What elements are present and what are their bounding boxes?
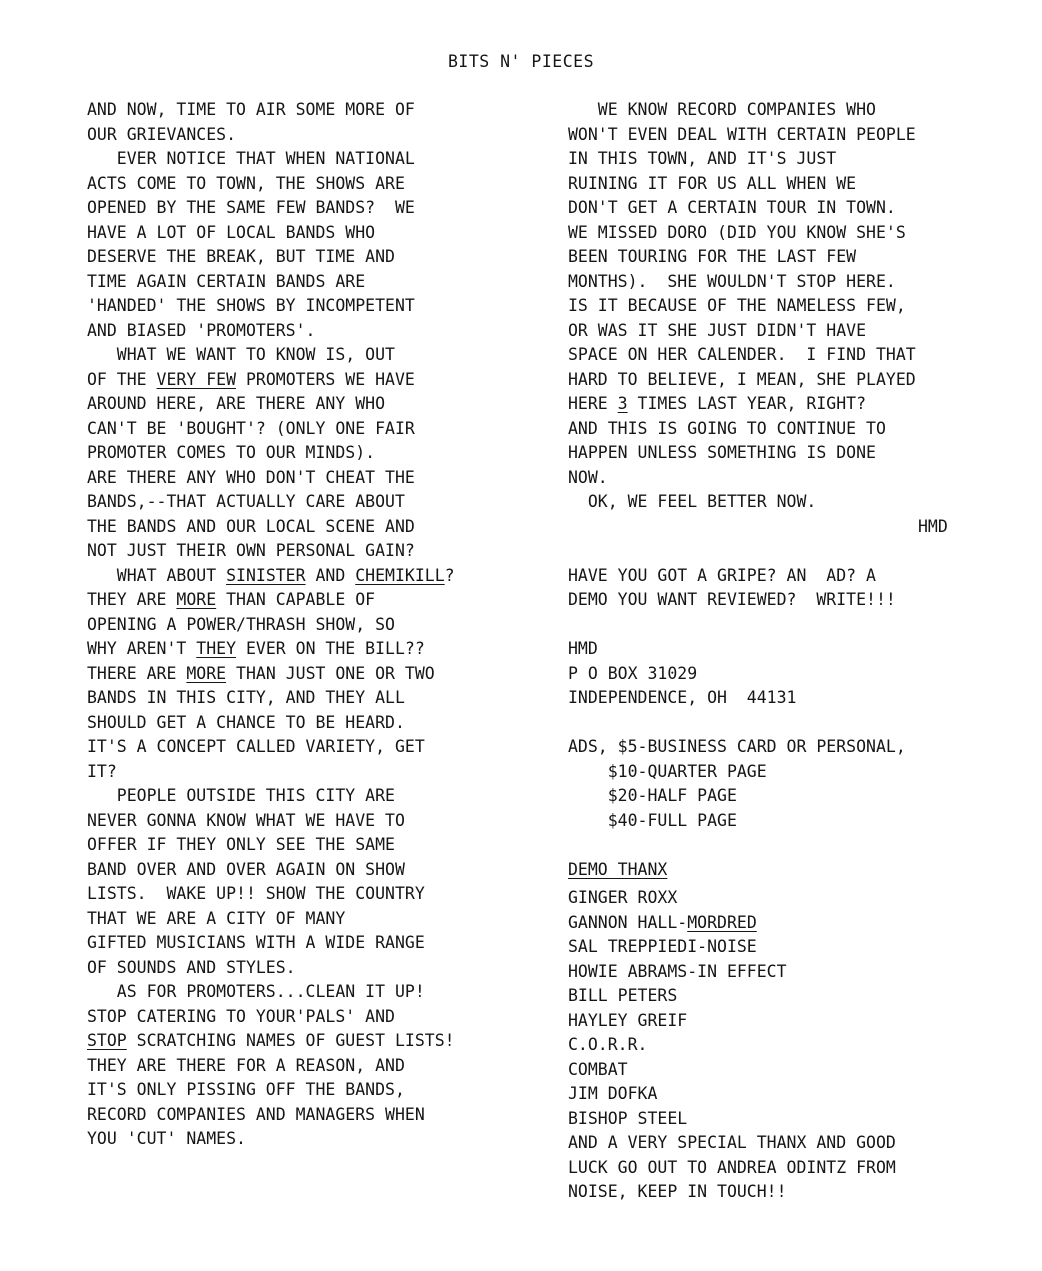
text-line: OR WAS IT SHE JUST DIDN'T HAVE [568, 320, 867, 340]
text-line [87, 1029, 547, 1054]
text-span: WHY AREN'T [87, 639, 197, 658]
text-line: IT'S ONLY PISSING OFF THE BANDS, [87, 1080, 405, 1099]
thanx-line: COMBAT [568, 1059, 628, 1079]
thanx-line: SAL TREPPIEDI-NOISE [568, 937, 757, 956]
text-span: OF THE [87, 369, 157, 389]
text-line [87, 637, 547, 662]
text-span: HERE [568, 394, 618, 413]
text-line: SHOULD GET A CHANCE TO BE HEARD. [87, 712, 405, 732]
ad-rate-line: $20-HALF PAGE [568, 786, 737, 805]
text-line: EVER NOTICE THAT WHEN NATIONAL [87, 149, 415, 168]
text-line: WHAT WE WANT TO KNOW IS, OUT [87, 345, 395, 364]
text-line: ARE THERE ANY WHO DON'T CHEAT THE [87, 467, 415, 487]
text-line: IT? [87, 761, 117, 781]
text-line [568, 392, 1008, 417]
spacer [568, 711, 1008, 736]
text-line [87, 662, 547, 687]
text-line: NOW. [568, 467, 608, 487]
text-line: DESERVE THE BREAK, BUT TIME AND [87, 247, 395, 266]
text-span: PROMOTERS WE HAVE [236, 369, 415, 389]
text-line: GIFTED MUSICIANS WITH A WIDE RANGE [87, 933, 425, 952]
text-span: AND [305, 565, 356, 585]
text-line: WE KNOW RECORD COMPANIES WHO [568, 100, 876, 119]
text-line: TIME AGAIN CERTAIN BANDS ARE [87, 271, 366, 291]
text-line: OUR GRIEVANCES. [87, 124, 237, 144]
page-title: BITS N' PIECES [447, 52, 595, 71]
text-span: GANNON HALL- [568, 912, 688, 932]
text-line: SPACE ON HER CALENDER. I FIND THAT [568, 345, 916, 364]
text-line: AND THIS IS GOING TO CONTINUE TO [568, 418, 886, 438]
text-line: YOU 'CUT' NAMES. [87, 1129, 246, 1148]
text-span: TIMES LAST YEAR, RIGHT? [627, 394, 867, 413]
text-line: AROUND HERE, ARE THERE ANY WHO [87, 394, 386, 413]
text-line: RUINING IT FOR US ALL WHEN WE [568, 173, 857, 193]
text-span: ? [444, 565, 455, 585]
text-line: OF SOUNDS AND STYLES. [87, 957, 296, 977]
text-line: HAPPEN UNLESS SOMETHING IS DONE [568, 443, 876, 462]
spacer [568, 539, 1008, 564]
underlined-text: MORE [176, 590, 217, 609]
text-line: LISTS. WAKE UP!! SHOW THE COUNTRY [87, 884, 425, 903]
thanx-line: HAYLEY GREIF [568, 1010, 688, 1030]
text-line: BANDS,--THAT ACTUALLY CARE ABOUT [87, 492, 405, 511]
text-line: THAT WE ARE A CITY OF MANY [87, 908, 346, 928]
text-span: WHAT ABOUT [87, 565, 227, 585]
underlined-text: MORE [186, 663, 227, 683]
thanx-line: JIM DOFKA [568, 1084, 658, 1103]
text-line: AND NOW, TIME TO AIR SOME MORE OF [87, 100, 415, 119]
text-span: THERE ARE [87, 663, 187, 683]
text-span: THEY ARE [87, 590, 177, 609]
text-line: THEY ARE THERE FOR A REASON, AND [87, 1055, 405, 1075]
text-span: SCRATCHING NAMES OF GUEST LISTS! [126, 1031, 455, 1050]
text-line: HAVE A LOT OF LOCAL BANDS WHO [87, 222, 376, 242]
text-line: IS IT BECAUSE OF THE NAMELESS FEW, [568, 296, 906, 315]
demo-thanx-heading [568, 858, 1008, 883]
text-line: MONTHS). SHE WOULDN'T STOP HERE. [568, 271, 896, 291]
text-line: THE BANDS AND OUR LOCAL SCENE AND [87, 516, 415, 536]
text-line: RECORD COMPANIES AND MANAGERS WHEN [87, 1104, 425, 1124]
text-line: BAND OVER AND OVER AGAIN ON SHOW [87, 859, 405, 879]
ad-rate-line: $10-QUARTER PAGE [568, 761, 767, 781]
text-line: AND BIASED 'PROMOTERS'. [87, 320, 316, 340]
underlined-text: MORDRED [687, 912, 757, 932]
text-line: PROMOTER COMES TO OUR MINDS). [87, 443, 376, 462]
thanx-line: LUCK GO OUT TO ANDREA ODINTZ FROM [568, 1157, 896, 1177]
underlined-text: CHEMIKILL [355, 565, 445, 585]
ad-rate-line: ADS, $5-BUSINESS CARD OR PERSONAL, [568, 737, 906, 756]
text-line: IT'S A CONCEPT CALLED VARIETY, GET [87, 737, 425, 756]
text-line: DEMO YOU WANT REVIEWED? WRITE!!! [568, 590, 896, 609]
text-line: OPENING A POWER/THRASH SHOW, SO [87, 614, 395, 634]
text-line: BANDS IN THIS CITY, AND THEY ALL [87, 688, 405, 707]
text-span: THAN CAPABLE OF [216, 590, 376, 609]
thanx-line: BISHOP STEEL [568, 1108, 688, 1128]
underlined-text: SINISTER [226, 565, 306, 585]
thanx-line: HOWIE ABRAMS-IN EFFECT [568, 961, 787, 981]
underlined-text: THEY [196, 639, 237, 658]
text-line [87, 564, 547, 589]
thanx-line: GINGER ROXX [568, 888, 678, 907]
ad-rate-line: $40-FULL PAGE [568, 810, 737, 830]
thanx-line: NOISE, KEEP IN TOUCH!! [568, 1182, 787, 1201]
signature: HMD [918, 516, 948, 536]
text-span: THAN JUST ONE OR TWO [226, 663, 435, 683]
text-line: OPENED BY THE SAME FEW BANDS? WE [87, 198, 415, 217]
spacer [568, 833, 1008, 858]
text-line: IN THIS TOWN, AND IT'S JUST [568, 149, 837, 168]
text-line: ACTS COME TO TOWN, THE SHOWS ARE [87, 173, 405, 193]
text-span: EVER ON THE BILL?? [236, 639, 425, 658]
text-line: STOP CATERING TO YOUR'PALS' AND [87, 1006, 395, 1026]
text-line: BEEN TOURING FOR THE LAST FEW [568, 247, 857, 266]
thanx-line: AND A VERY SPECIAL THANX AND GOOD [568, 1133, 896, 1152]
right-column [568, 98, 1008, 1205]
text-line: HAVE YOU GOT A GRIPE? AN AD? A [568, 565, 876, 585]
spacer [568, 613, 1008, 638]
thanx-line: C.O.R.R. [568, 1035, 648, 1054]
text-line: 'HANDED' THE SHOWS BY INCOMPETENT [87, 296, 415, 315]
underlined-text: STOP [87, 1031, 127, 1050]
text-line: CAN'T BE 'BOUGHT'? (ONLY ONE FAIR [87, 418, 415, 438]
underlined-text: DEMO THANX [568, 859, 668, 879]
text-line: NEVER GONNA KNOW WHAT WE HAVE TO [87, 810, 405, 830]
text-line: HARD TO BELIEVE, I MEAN, SHE PLAYED [568, 369, 916, 389]
address-line: HMD [568, 639, 598, 658]
text-line [87, 588, 547, 613]
text-line: AS FOR PROMOTERS...CLEAN IT UP! [87, 982, 425, 1001]
text-line [87, 368, 547, 393]
text-line: DON'T GET A CERTAIN TOUR IN TOWN. [568, 198, 896, 217]
thanx-line: BILL PETERS [568, 986, 678, 1005]
left-column [87, 98, 547, 1152]
underlined-text: 3 [617, 394, 628, 413]
thanx-line [568, 911, 1008, 936]
address-line: P O BOX 31029 [568, 663, 698, 683]
underlined-text: VERY FEW [156, 369, 237, 389]
text-line: OFFER IF THEY ONLY SEE THE SAME [87, 835, 395, 854]
text-line: NOT JUST THEIR OWN PERSONAL GAIN? [87, 541, 415, 560]
text-line: WON'T EVEN DEAL WITH CERTAIN PEOPLE [568, 124, 916, 144]
text-line: PEOPLE OUTSIDE THIS CITY ARE [87, 786, 395, 805]
address-line: INDEPENDENCE, OH 44131 [568, 688, 797, 707]
text-line: WE MISSED DORO (DID YOU KNOW SHE'S [568, 222, 906, 242]
text-line: OK, WE FEEL BETTER NOW. [568, 492, 817, 511]
